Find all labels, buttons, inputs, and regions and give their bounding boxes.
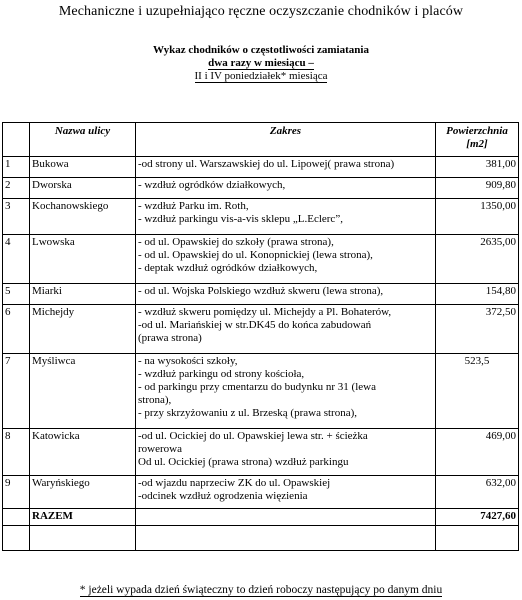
street-area: 154,80	[436, 284, 519, 305]
row-number: 3	[3, 199, 30, 235]
row-number: 6	[3, 305, 30, 354]
total-area: 7427,60	[436, 509, 519, 526]
scope-line: -od ul. Ocickiej do ul. Opawskiej lewa str. + ścieżka	[138, 430, 368, 442]
table-row	[3, 305, 519, 354]
street-name: Michejdy	[30, 305, 136, 354]
street-name: Dworska	[30, 178, 136, 199]
row-number: 2	[3, 178, 30, 199]
schedule-text: II i IV poniedziałek* miesiąca	[194, 70, 328, 82]
street-area: 632,00	[436, 476, 519, 509]
row-number: 7	[3, 354, 30, 429]
total-no	[3, 509, 30, 526]
scope-line: strona),	[138, 394, 172, 406]
row-number: 4	[3, 235, 30, 284]
scope-line: - od ul. Wojska Polskiego wzdłuż skweru (lewa strona),	[138, 285, 384, 297]
street-scope	[136, 354, 436, 429]
row-number: 9	[3, 476, 30, 509]
street-scope	[136, 235, 436, 284]
scope-line: - wzdłuż Parku im. Roth,	[138, 200, 249, 212]
street-name: Lwowska	[30, 235, 136, 284]
street-area: 2635,00	[436, 235, 519, 284]
row-number: 1	[3, 157, 30, 178]
street-scope	[136, 284, 436, 305]
scope-line: - deptak wzdłuż ogródków działkowych,	[138, 262, 318, 274]
schedule-line	[0, 70, 522, 83]
scope-line: - wzdłuż ogródków działkowych,	[138, 179, 286, 191]
table-row	[3, 476, 519, 509]
scope-line: Od ul. Ocickiej (prawa strona) wzdłuż parkingu	[138, 456, 349, 468]
scope-line: - od ul. Opawskiej do ul. Konopnickiej (lewa strona),	[138, 249, 373, 261]
frequency-line	[0, 57, 522, 70]
street-area: 1350,00	[436, 199, 519, 235]
scope-line: -odcinek wzdłuż ogrodzenia więzienia	[138, 490, 308, 502]
street-name: Waryńskiego	[30, 476, 136, 509]
header-scope: Zakres	[136, 123, 436, 157]
table-row	[3, 235, 519, 284]
street-scope	[136, 157, 436, 178]
street-area: 381,00	[436, 157, 519, 178]
street-area: 909,80	[436, 178, 519, 199]
row-number: 8	[3, 429, 30, 476]
footnote-text: * jeżeli wypada dzień świąteczny to dzień roboczy następujący po danym dniu	[79, 584, 443, 596]
list-heading: Wykaz chodników o częstotliwości zamiatania	[153, 44, 369, 56]
empty-cell	[436, 526, 519, 551]
street-area: 372,50	[436, 305, 519, 354]
scope-line: - wzdłuż skweru pomiędzy ul. Michejdy a Pl. Bohaterów,	[138, 306, 392, 318]
table-row	[3, 199, 519, 235]
footnote	[0, 584, 522, 596]
street-name: Bukowa	[30, 157, 136, 178]
street-scope	[136, 429, 436, 476]
scope-line: -od wjazdu naprzeciw ZK do ul. Opawskiej	[138, 477, 331, 489]
scope-line: - na wysokości szkoły,	[138, 355, 238, 367]
street-scope	[136, 178, 436, 199]
scope-line: - przy skrzyżowaniu z ul. Brzeską (prawa strona),	[138, 407, 357, 419]
table-row	[3, 178, 519, 199]
empty-cell	[30, 526, 136, 551]
table-row	[3, 354, 519, 429]
scope-line: -od ul. Mariańskiej w str.DK45 do końca zabudowań	[138, 319, 372, 331]
scope-line: -od strony ul. Warszawskiej do ul. Lipowej( prawa strona)	[138, 158, 395, 170]
scope-line: rowerowa	[138, 443, 182, 455]
document-title: Mechaniczne i uzupełniająco ręczne oczyszczanie chodników i placów	[58, 4, 464, 19]
header-area: Powierzchnia [m2]	[436, 123, 519, 157]
table-row	[3, 429, 519, 476]
street-scope	[136, 476, 436, 509]
table-row	[3, 284, 519, 305]
street-name: Myśliwca	[30, 354, 136, 429]
frequency-text: dwa razy w miesiącu –	[208, 57, 314, 69]
scope-line: - wzdłuż parkingu vis-a-vis sklepu „L.Eclerc”,	[138, 213, 343, 225]
scope-line: - od ul. Opawskiej do szkoły (prawa strona),	[138, 236, 334, 248]
total-row	[3, 509, 519, 526]
total-label: RAZEM	[30, 509, 136, 526]
empty-cell	[136, 526, 436, 551]
street-area: 469,00	[436, 429, 519, 476]
scope-line: - wzdłuż parkingu od strony kościoła,	[138, 368, 305, 380]
scope-line: (prawa strona)	[138, 332, 202, 344]
scope-line: - od parkingu przy cmentarzu do budynku nr 31 (lewa	[138, 381, 376, 393]
streets-table	[2, 122, 519, 551]
header-name: Nazwa ulicy	[30, 123, 136, 157]
street-scope	[136, 305, 436, 354]
table-header-row	[3, 123, 519, 157]
street-name: Kochanowskiego	[30, 199, 136, 235]
street-area: 523,5	[436, 354, 519, 429]
empty-row	[3, 526, 519, 551]
street-name: Katowicka	[30, 429, 136, 476]
table-row	[3, 157, 519, 178]
header-no	[3, 123, 30, 157]
row-number: 5	[3, 284, 30, 305]
total-scope	[136, 509, 436, 526]
empty-cell	[3, 526, 30, 551]
street-name: Miarki	[30, 284, 136, 305]
street-scope	[136, 199, 436, 235]
